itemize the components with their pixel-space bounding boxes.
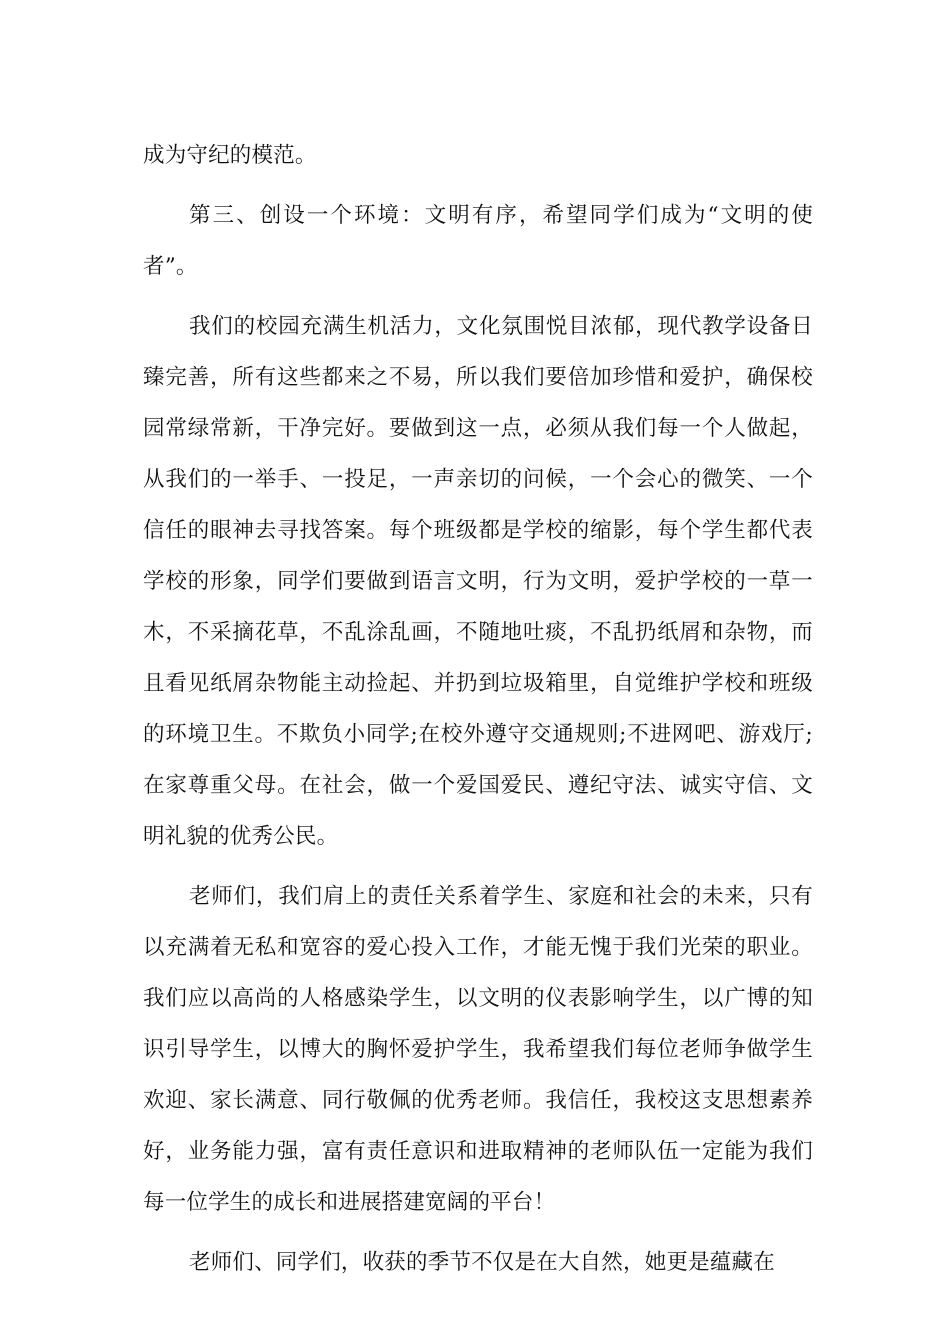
paragraph-third-point: 第三、创设一个环境：文明有序，希望同学们成为“文明的使者”。 (143, 203, 813, 279)
paragraph-teachers-responsibility: 老师们，我们肩上的责任关系着学生、家庭和社会的未来，只有以充满着无私和宽容的爱心投入工作，才能无愧于我们光荣的职业。我们应以高尚的人格感染学生，以文明的仪表影响学生，以广博的知识引导学生，以博大的胸怀爱护学生，我希望我们每位老师争做学生欢迎、家长满意、同行敬佩的优秀老师。我信任，我校这支思想素养好，业务能力强，富有责任意识和进取精神的老师队伍一定能为我们每一位学生的成长和进展搭建宽阔的平台！ (143, 884, 813, 1215)
paragraph-closing: 老师们、同学们，收获的季节不仅是在大自然，她更是蕴藏在 (189, 1250, 775, 1275)
paragraph-continued: 成为守纪的模范。 (143, 143, 317, 168)
paragraph-campus-environment: 我们的校园充满生机活力，文化氛围悦目浓郁，现代教学设备日臻完善，所有这些都来之不易，所以我们要倍加珍惜和爱护，确保校园常绿常新，干净完好。要做到这一点，必须从我们每一个人做起，从我们的一举手、一投足，一声亲切的问候，一个会心的微笑、一个信任的眼神去寻找答案。每个班级都是学校的缩影，每个学生都代表学校的形象，同学们要做到语言文明，行为文明，爱护学校的一草一木，不采摘花草，不乱涂乱画，不随地吐痰，不乱扔纸屑和杂物，而且看见纸屑杂物能主动捡起、并扔到垃圾箱里，自觉维护学校和班级的环境卫生。不欺负小同学;在校外遵守交通规则;不进网吧、游戏厅;在家尊重父母。在社会，做一个爱国爱民、遵纪守法、诚实守信、文明礼貌的优秀公民。 (143, 314, 813, 849)
document-body (143, 130, 813, 1297)
